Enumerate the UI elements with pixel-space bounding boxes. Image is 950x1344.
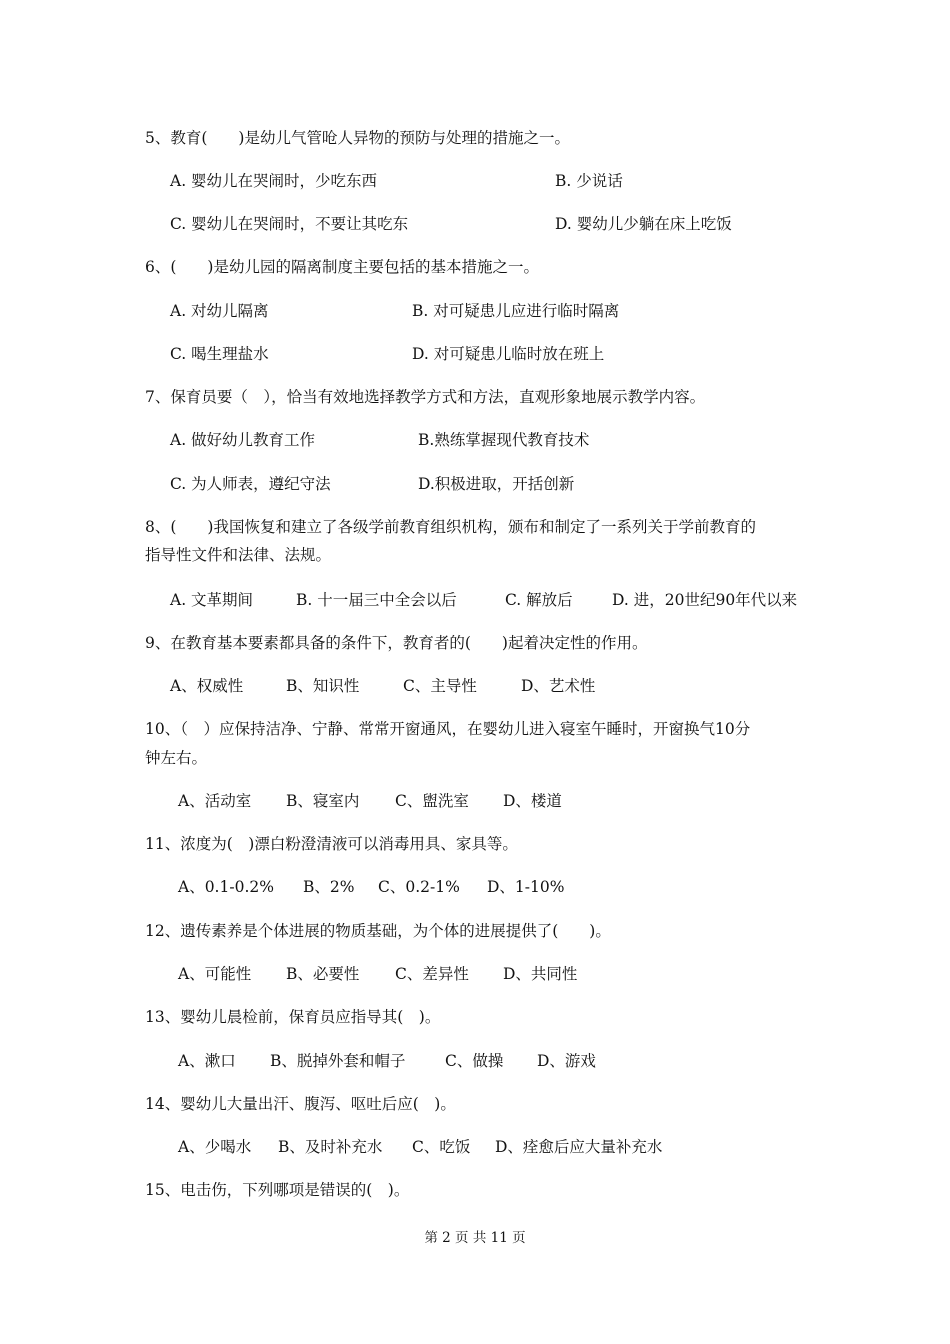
question-5-option-c: C. 婴幼儿在哭闹时，不要让其吃东 — [170, 215, 409, 233]
question-9-stem: 9、在教育基本要素都具备的条件下，教育者的( )起着决定性的作用。 — [145, 634, 648, 652]
question-8-option-d: D. 进，20世纪90年代以来 — [612, 591, 798, 609]
question-8-stem: 8、( )我国恢复和建立了各级学前教育组织机构，颁布和制定了一系列关于学前教育的 — [145, 518, 756, 536]
question-12-option-c: C、差异性 — [395, 965, 469, 983]
question-6-option-c: C. 喝生理盐水 — [170, 345, 269, 363]
question-11-stem: 11、浓度为( )漂白粉澄清液可以消毒用具、家具等。 — [145, 835, 518, 853]
question-14-stem: 14、婴幼儿大量出汗、腹泻、呕吐后应( )。 — [145, 1095, 456, 1113]
question-10-option-d: D、楼道 — [503, 792, 562, 810]
question-7-option-d: D.积极进取，开括创新 — [418, 475, 575, 493]
question-8-option-b: B. 十一届三中全会以后 — [296, 591, 457, 609]
question-14-option-d: D、痊愈后应大量补充水 — [495, 1138, 663, 1156]
question-5-option-b: B. 少说话 — [555, 172, 623, 190]
question-15-stem: 15、电击伤，下列哪项是错误的( )。 — [145, 1181, 410, 1199]
question-5-option-d: D. 婴幼儿少躺在床上吃饭 — [555, 215, 732, 233]
question-7-option-a: A. 做好幼儿教育工作 — [170, 431, 316, 449]
question-8-option-a: A. 文革期间 — [170, 591, 254, 609]
question-14-option-a: A、少喝水 — [178, 1138, 252, 1156]
question-14-option-c: C、吃饭 — [412, 1138, 471, 1156]
question-5-stem: 5、教育( )是幼儿气管呛人异物的预防与处理的措施之一。 — [145, 129, 570, 147]
question-9-option-b: B、知识性 — [286, 677, 360, 695]
question-7-stem: 7、保育员要（ ），恰当有效地选择教学方式和方法，直观形象地展示教学内容。 — [145, 388, 706, 406]
question-13-stem: 13、婴幼儿晨检前，保育员应指导其( )。 — [145, 1008, 441, 1026]
question-9-option-d: D、艺术性 — [521, 677, 596, 695]
question-7-option-c: C. 为人师表，遵纪守法 — [170, 475, 331, 493]
question-11-option-a: A、0.1-0.2% — [178, 878, 274, 896]
question-10-option-a: A、活动室 — [178, 792, 252, 810]
question-6-option-b: B. 对可疑患儿应进行临时隔离 — [412, 302, 620, 320]
page-number-footer: 第 2 页 共 11 页 — [424, 1230, 526, 1246]
question-6-option-a: A. 对幼儿隔离 — [170, 302, 269, 320]
question-7-option-b: B.熟练掌握现代教育技术 — [418, 431, 590, 449]
question-13-option-a: A、漱口 — [178, 1052, 236, 1070]
question-11-option-b: B、2% — [303, 878, 355, 896]
question-12-option-d: D、共同性 — [503, 965, 578, 983]
question-8-stem-continued: 指导性文件和法律、法规。 — [145, 546, 332, 564]
question-12-stem: 12、遗传素养是个体进展的物质基础，为个体的进展提供了( )。 — [145, 922, 611, 940]
question-9-option-c: C、主导性 — [403, 677, 477, 695]
question-10-option-b: B、寝室内 — [286, 792, 360, 810]
question-13-option-d: D、游戏 — [537, 1052, 596, 1070]
question-10-stem-continued: 钟左右。 — [145, 749, 208, 767]
question-6-option-d: D. 对可疑患儿临时放在班上 — [412, 345, 605, 363]
question-11-option-c: C、0.2-1% — [378, 878, 460, 896]
question-10-stem: 10、（ ）应保持洁净、宁静、常常开窗通风，在婴幼儿进入寝室午睡时，开窗换气10分 — [145, 720, 751, 738]
question-10-option-c: C、盥洗室 — [395, 792, 469, 810]
question-8-option-c: C. 解放后 — [505, 591, 573, 609]
question-5-option-a: A. 婴幼儿在哭闹时，少吃东西 — [170, 172, 378, 190]
question-14-option-b: B、及时补充水 — [278, 1138, 383, 1156]
question-12-option-b: B、必要性 — [286, 965, 360, 983]
question-6-stem: 6、( )是幼儿园的隔离制度主要包括的基本措施之一。 — [145, 258, 539, 276]
question-11-option-d: D、1-10% — [487, 878, 565, 896]
question-13-option-c: C、做操 — [445, 1052, 504, 1070]
question-13-option-b: B、脱掉外套和帽子 — [270, 1052, 406, 1070]
question-12-option-a: A、可能性 — [178, 965, 252, 983]
question-9-option-a: A、权威性 — [170, 677, 244, 695]
